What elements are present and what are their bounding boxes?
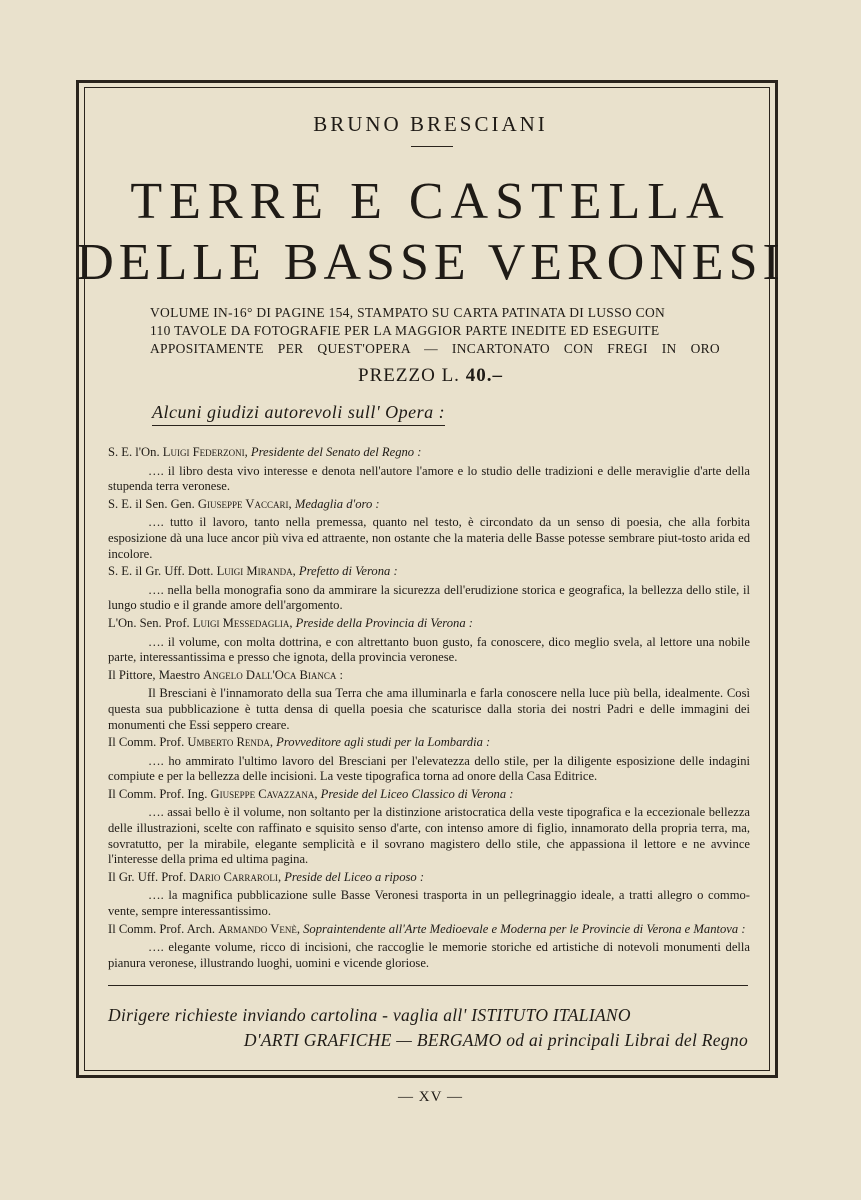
reviewer-separator: ,	[288, 496, 295, 511]
reviewer-role: Sopraintendente all'Arte Medioevale e Moderna per le Provincie di Verona e Mantova :	[303, 921, 746, 936]
review-quote: …. elegante volume, ricco di incisioni, che raccoglie le memorie storiche ed artistiche di notevoli monumenti della pianura veronese, illustrando luoghi, uomini e vicende gloriose.	[108, 940, 750, 970]
reviewer-separator: ,	[289, 615, 296, 630]
reviewer	[108, 787, 750, 803]
review-quote: …. la magnifica pubblicazione sulle Basse Veronesi trasporta in un pellegrinaggio ideale, a tratti allegro o commo-vente, sempre interessantissimo.	[108, 888, 750, 919]
reviewer-name: Dario Carraroli	[189, 869, 278, 884]
reviewer	[108, 668, 750, 684]
review-item	[108, 922, 750, 972]
ordering-notice-line-2: D'ARTI GRAFICHE — BERGAMO od ai principali Librai del Regno	[243, 1030, 748, 1050]
reviewer-title: S. E. l'On.	[108, 445, 163, 459]
price	[0, 365, 861, 387]
reviewer-role: Medaglia d'oro :	[294, 496, 380, 511]
reviewer	[108, 497, 750, 513]
review-quote: …. nella bella monografia sono da ammirare la sicurezza dell'erudizione storica e geografica, la bellezza dello stile, il lungo studio e il grande amore dell'argomento.	[108, 582, 750, 613]
reviewer-title: Il Comm. Prof.	[108, 735, 188, 750]
volume-description-line: 110 TAVOLE DA FOTOGRAFIE PER LA MAGGIOR PARTE INEDITE ED ESEGUITE	[150, 323, 660, 338]
reviewer-name: Umberto Renda	[187, 735, 270, 750]
reviewer-separator: ,	[269, 735, 277, 750]
reviewer-name: Giuseppe Vaccari	[197, 496, 289, 511]
reviewer-name: Giuseppe Cavazzana	[210, 786, 315, 801]
price-label: PREZZO L.	[358, 365, 460, 386]
reviewer	[108, 870, 750, 886]
ordering-notice	[108, 1003, 748, 1053]
footer-divider	[108, 985, 748, 986]
reviewer-separator: ,	[314, 786, 321, 801]
review-item	[108, 735, 750, 785]
review-item	[108, 445, 750, 495]
title-divider	[411, 146, 453, 147]
review-item	[108, 668, 750, 733]
reviewer	[108, 616, 750, 632]
volume-description-line: VOLUME IN-16° DI PAGINE 154, STAMPATO SU CARTA PATINATA DI LUSSO CON	[150, 305, 666, 320]
reviewer-separator: :	[336, 667, 344, 682]
reviewer	[108, 922, 750, 938]
review-item	[108, 787, 750, 868]
reviewer-separator: ,	[244, 445, 251, 459]
volume-description-line: APPOSITAMENTE PER QUEST'OPERA — INCARTONATO CON FREGI IN ORO	[150, 341, 720, 356]
reviewer-title: Il Gr. Uff. Prof.	[108, 869, 190, 884]
reviewer-title: S. E. il Sen. Gen.	[108, 496, 198, 511]
book-title-line-1: TERRE E CASTELLA	[130, 173, 731, 230]
review-quote: …. il libro desta vivo interesse e denota nell'autore l'amore e lo studio delle tradizioni e delle meraviglie d'arte della stupenda terra veronese.	[108, 463, 750, 494]
reviewer-name: Luigi Federzoni	[162, 445, 245, 459]
book-title-line-2: DELLE BASSE VERONESI	[76, 234, 785, 291]
review-quote: …. tutto il lavoro, tanto nella premessa, quanto nel testo, è circondato da un senso di poesia, che alla forbita esposizione dà una luce ancor più viva ed attraente, non ostante che la materia delle Basse potesse sembrare piut-tosto arida ed incolore.	[108, 515, 750, 561]
reviewer-separator: ,	[292, 564, 299, 579]
reviewer	[108, 445, 750, 461]
reviewer-name: Luigi Messedaglia	[192, 615, 290, 630]
reviewer	[108, 564, 750, 580]
review-quote: …. il volume, con molta dottrina, e con altrettanto buon gusto, fa conoscere, dico meglio svela, al lettore una nobile parte, interessantissima e presso che ignota, della provincia veronese.	[108, 634, 750, 665]
reviewer-title: L'On. Sen. Prof.	[108, 615, 193, 630]
review-item	[108, 564, 750, 614]
review-quote: …. ho ammirato l'ultimo lavoro del Bresciani per l'elevatezza dello stile, per la diligente esposizione delle indagini compiute e per la bellezza delle incisioni. La veste tipografica torna ad onore della Casa Editrice.	[108, 753, 750, 784]
review-quote: Il Bresciani è l'innamorato della sua Terra che ama illuminarla e farla conoscere nella luce più bella, idealmente. Così questa sua pubblicazione è tutta densa di quella poesia che scaturisce dalla storia dei nostri Padri e delle immagini dei monumenti che Essi seppero creare.	[108, 686, 750, 732]
review-item	[108, 870, 750, 920]
volume-description	[150, 304, 720, 358]
review-item	[108, 497, 750, 562]
reviewer-role: Prefetto di Verona :	[298, 564, 398, 579]
ordering-notice-line-1: Dirigere richieste inviando cartolina - vaglia all' ISTITUTO ITALIANO	[108, 1005, 631, 1025]
reviewer-role: Preside del Liceo Classico di Verona :	[320, 786, 514, 801]
reviewer-separator: ,	[296, 921, 304, 936]
reviewer-title: Il Pittore, Maestro	[108, 667, 204, 682]
review-quote: …. assai bello è il volume, non soltanto per la distinzione aristocratica della veste tipografica e la eccezionale bellezza delle illustrazioni, scelte con raffinato e squisito senso d'arte, con intenso amore di figlio, innamorato della propria terra, ma, sovratutto, per la mirabile, elegante semplicità e il sovrano magistero dello stile, che appassiona il lettore e ne avvince l'interesse della prima ed ultima pagina.	[108, 805, 750, 867]
reviewer-title: S. E. il Gr. Uff. Dott.	[108, 564, 217, 579]
reviewer-title: Il Comm. Prof. Ing.	[108, 786, 211, 801]
opinions-heading: Alcuni giudizi autorevoli sull' Opera :	[152, 402, 445, 426]
reviews-list	[108, 445, 750, 973]
reviewer-title: Il Comm. Prof. Arch.	[108, 921, 219, 936]
review-item	[108, 616, 750, 666]
page-number: — XV —	[398, 1089, 463, 1105]
reviewer-separator: ,	[277, 869, 285, 884]
reviewer-name: Angelo Dall'Oca Bianca	[203, 667, 337, 682]
price-value: 40.–	[465, 365, 503, 386]
reviewer	[108, 735, 750, 751]
reviewer-name: Luigi Miranda	[216, 564, 293, 579]
reviewer-role: Provveditore agli studi per la Lombardia :	[276, 735, 491, 750]
reviewer-role: Preside del Liceo a riposo :	[284, 869, 425, 884]
author-name: BRUNO BRESCIANI	[313, 112, 548, 136]
reviewer-name: Armando Venè	[218, 921, 297, 936]
reviewer-role: Presidente del Senato del Regno :	[250, 445, 422, 459]
reviewer-role: Preside della Provincia di Verona :	[295, 615, 473, 630]
